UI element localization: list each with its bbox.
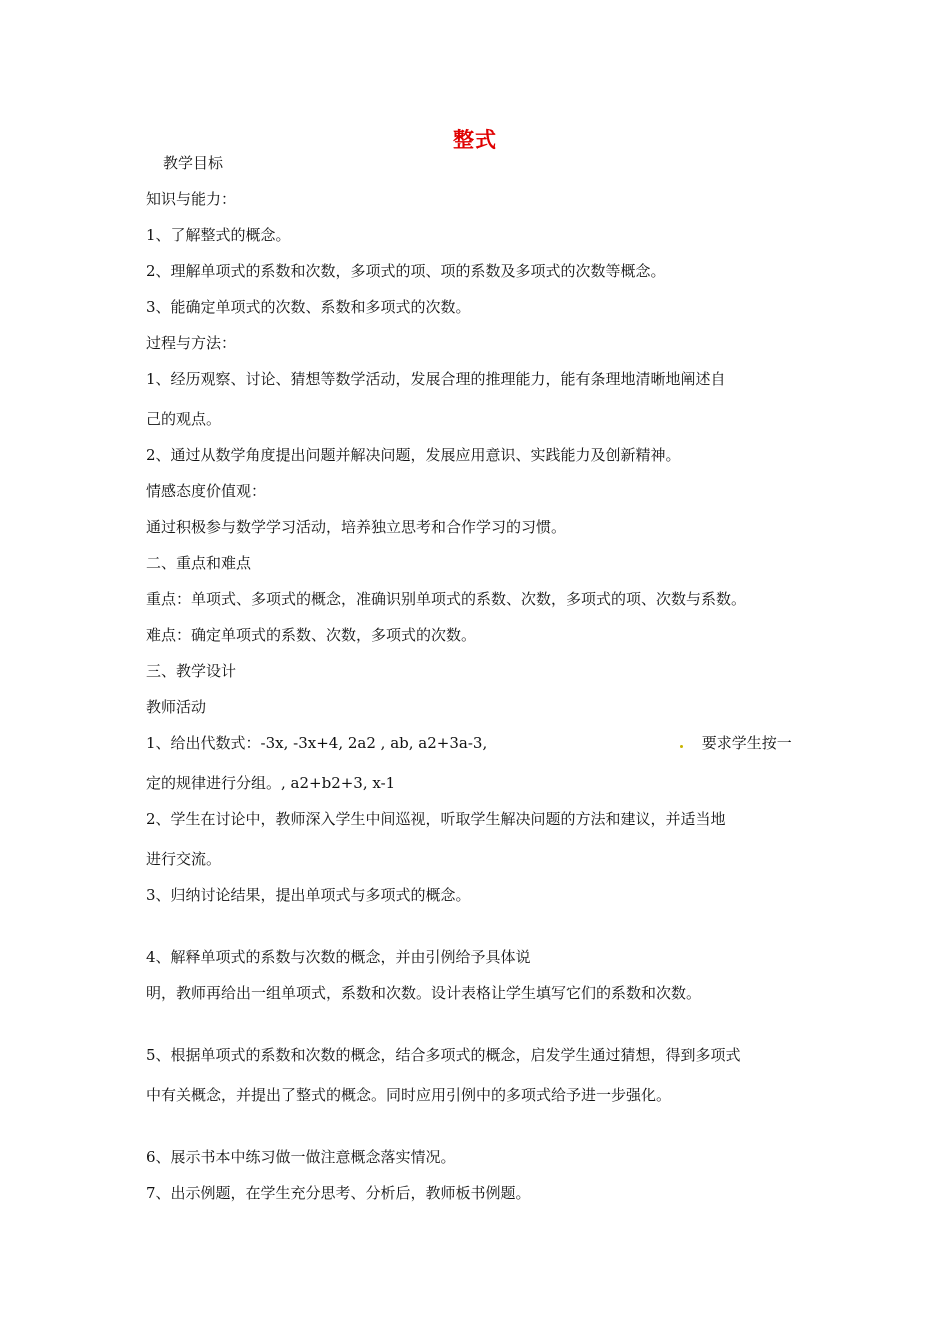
paragraph-line: 进行交流。	[146, 850, 222, 868]
paragraph-line	[146, 733, 487, 753]
paragraph-line: 5、根据单项式的系数和次数的概念，结合多项式的概念，启发学生通过猜想，得到多项式	[146, 1046, 741, 1064]
paragraph-line: 7、出示例题，在学生充分思考、分析后，教师板书例题。	[146, 1184, 531, 1202]
paragraph-line: 3、能确定单项式的次数、系数和多项式的次数。	[146, 298, 471, 316]
paragraph-line: 通过积极参与数学学习活动，培养独立思考和合作学习的习惯。	[146, 518, 567, 536]
paragraph-line: 中有关概念，并提出了整式的概念。同时应用引例中的多项式给予进一步强化。	[146, 1086, 672, 1104]
paragraph-line: 1、经历观察、讨论、猜想等数学活动，发展合理的推理能力，能有条理地清晰地阐述自	[146, 370, 726, 388]
section-heading-design: 三、教学设计	[146, 662, 237, 680]
teaching-goals-heading: 教学目标	[163, 154, 224, 172]
expression-list: 1、给出代数式：-3x, -3x+4, 2a2 , ab, a2+3a-3,	[146, 734, 488, 752]
knowledge-ability-heading: 知识与能力：	[146, 190, 237, 208]
paragraph-line-continuation	[680, 733, 792, 753]
paragraph-line: 6、展示书本中练习做一做注意概念落实情况。	[146, 1148, 456, 1166]
section-heading-key-points: 二、重点和难点	[146, 554, 252, 572]
paragraph-line: 2、学生在讨论中，教师深入学生中间巡视，听取学生解决问题的方法和建议，并适当地	[146, 810, 726, 828]
attitude-values-heading: 情感态度价值观：	[146, 482, 267, 500]
paragraph-line: 重点：单项式、多项式的概念，准确识别单项式的系数、次数，多项式的项、次数与系数。	[146, 590, 747, 608]
paragraph-line: 明，教师再给出一组单项式，系数和次数。设计表格让学生填写它们的系数和次数。	[146, 984, 702, 1002]
process-method-heading: 过程与方法：	[146, 334, 237, 352]
page-title: 整式	[453, 128, 497, 152]
paragraph-line: 1、了解整式的概念。	[146, 226, 291, 244]
paragraph-line: 2、通过从数学角度提出问题并解决问题，发展应用意识、实践能力及创新精神。	[146, 446, 681, 464]
instruction-text: 要求学生按一	[701, 734, 792, 752]
paragraph-line: 3、归纳讨论结果，提出单项式与多项式的概念。	[146, 886, 471, 904]
paragraph-line: 2、理解单项式的系数和次数，多项式的项、项的系数及多项式的次数等概念。	[146, 262, 666, 280]
paragraph-line: 定的规律进行分组。, a2+b2+3, x-1	[146, 774, 396, 792]
paragraph-line: 4、解释单项式的系数与次数的概念，并由引例给予具体说	[146, 948, 531, 966]
teacher-activity-heading: 教师活动	[146, 698, 207, 716]
dot-mark-icon	[680, 745, 683, 748]
paragraph-line: 难点：确定单项式的系数、次数，多项式的次数。	[146, 626, 477, 644]
paragraph-line: 己的观点。	[146, 410, 222, 428]
